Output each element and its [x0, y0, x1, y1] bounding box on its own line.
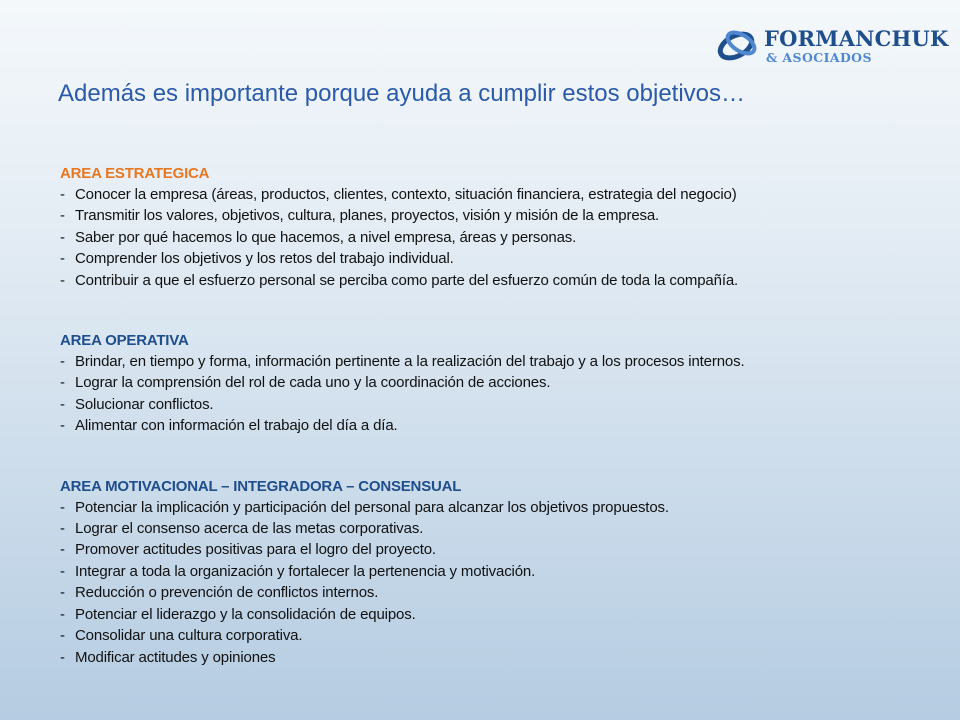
company-logo [714, 22, 949, 72]
objective-list [60, 497, 940, 668]
list-item: - Solucionar conflictos. [60, 395, 214, 413]
section-heading: AREA ESTRATEGICA [60, 165, 210, 182]
section-strategic [60, 163, 940, 291]
section-motivational [60, 476, 940, 668]
objective-list [60, 351, 940, 437]
section-heading: AREA OPERATIVA [60, 332, 189, 350]
logo-name: FORMANCHUK [764, 26, 949, 51]
list-item: - Conocer la empresa (áreas, productos, clientes, contexto, situación financiera, estrategia del negocio) [60, 186, 737, 203]
list-item: - Alimentar con información el trabajo del día a día. [60, 417, 398, 435]
page-title: Además es importante porque ayuda a cumplir estos objetivos… [58, 80, 746, 107]
list-item: - Brindar, en tiempo y forma, información pertinente a la realización del trabajo y a los procesos internos. [60, 353, 745, 371]
list-item: - Comprender los objetivos y los retos del trabajo individual. [60, 250, 454, 268]
list-item: - Potenciar el liderazgo y la consolidación de equipos. [60, 605, 416, 623]
list-item: - Promover actitudes positivas para el logro del proyecto. [60, 541, 436, 559]
list-item: - Contribuir a que el esfuerzo personal se perciba como parte del esfuerzo común de toda la compañía. [60, 271, 739, 289]
objective-list [60, 184, 940, 291]
list-item: - Modificar actitudes y opiniones [60, 648, 276, 666]
list-item: - Transmitir los valores, objetivos, cultura, planes, proyectos, visión y misión de la empresa. [60, 207, 660, 225]
list-item: - Lograr el consenso acerca de las metas corporativas. [60, 520, 424, 538]
section-operative [60, 330, 940, 437]
list-item: - Lograr la comprensión del rol de cada uno y la coordinación de acciones. [60, 374, 551, 392]
list-item: - Integrar a toda la organización y fortalecer la pertenencia y motivación. [60, 562, 536, 580]
list-item: - Saber por qué hacemos lo que hacemos, a nivel empresa, áreas y personas. [60, 228, 577, 246]
list-item: - Reducción o prevención de conflictos internos. [60, 584, 379, 602]
section-heading: AREA MOTIVACIONAL – INTEGRADORA – CONSENSUAL [60, 477, 462, 495]
logo-emblem-icon [714, 22, 764, 68]
list-item: - Consolidar una cultura corporativa. [60, 627, 303, 645]
objectives-content [60, 163, 940, 707]
list-item: - Potenciar la implicación y participación del personal para alcanzar los objetivos propuestos. [60, 498, 669, 516]
logo-subtitle: & ASOCIADOS [766, 50, 872, 65]
